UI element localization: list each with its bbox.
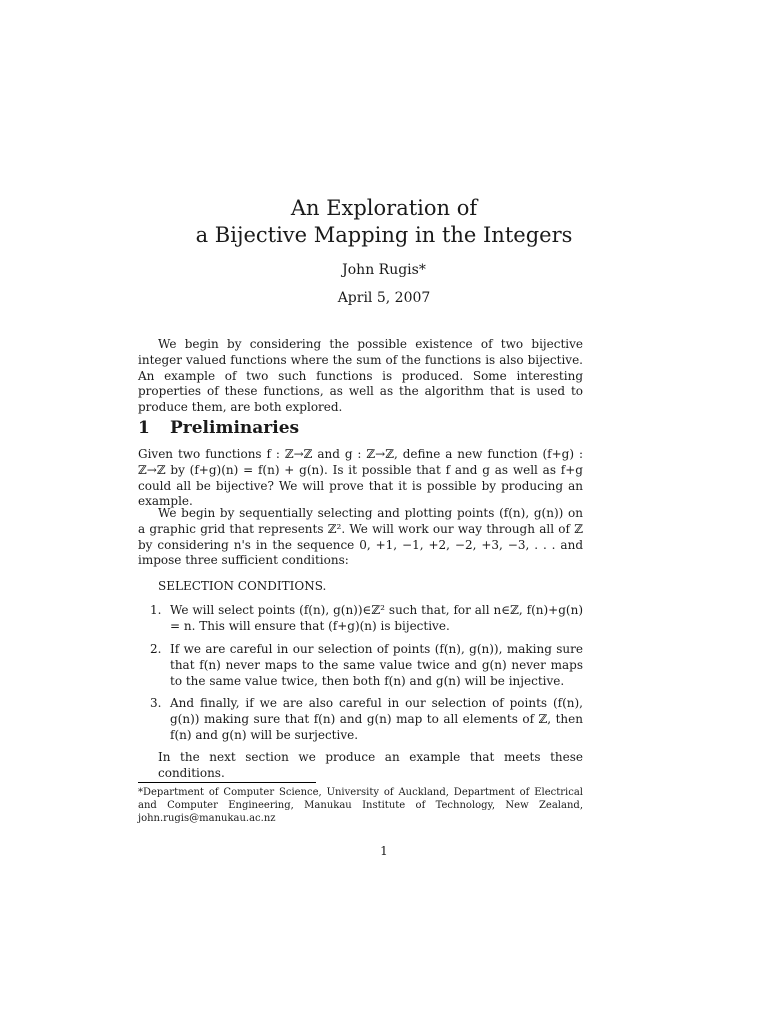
conditions-heading: SELECTION CONDITIONS. xyxy=(158,579,327,593)
condition-number: 3. xyxy=(150,696,162,710)
page-number: 1 xyxy=(380,844,388,858)
paragraph-2: We begin by sequentially selecting and plotting points (f(n), g(n)) on a graphic grid that represents ℤ². We will work our way through all of ℤ by considering n's in the sequence 0, +1, −1, +2, −2, +3, −3, . . . and impose three sufficient conditions: xyxy=(138,506,583,568)
condition-text: If we are careful in our selection of points (f(n), g(n)), making sure that f(n) never maps to the same value twice and g(n) never maps to the same value twice, then both f(n) and g(n) will be injective. xyxy=(170,642,583,688)
title-line-1: An Exploration of xyxy=(290,196,478,220)
condition-text: We will select points (f(n), g(n))∈ℤ² such that, for all n∈ℤ, f(n)+g(n) = n. This will ensure that (f+g)(n) is bijective. xyxy=(170,603,583,633)
condition-item-1 xyxy=(150,603,583,635)
paper-title xyxy=(0,195,768,249)
section-number: 1 xyxy=(138,418,150,438)
section-heading xyxy=(138,418,583,438)
author: John Rugis* xyxy=(342,262,426,278)
title-line-2: a Bijective Mapping in the Integers xyxy=(195,223,573,247)
closing-paragraph: In the next section we produce an example that meets these conditions. xyxy=(158,750,583,780)
condition-text: And finally, if we are also careful in our selection of points (f(n), g(n)) making sure that f(n) and g(n) map to all elements of ℤ, then f(n) and g(n) will be surjective. xyxy=(170,696,583,742)
abstract: We begin by considering the possible existence of two bijective integer valued functions where the sum of the functions is also bijective. An example of two such functions is produced. Some interesting properties of these functions, as well as the algorithm that is used to produce them, are both explored. xyxy=(138,337,583,415)
section-title: Preliminaries xyxy=(170,418,300,438)
footnote: *Department of Computer Science, University of Auckland, Department of Electrical and Computer Engineering, Manukau Institute of Technology, New Zealand, john.rugis@manukau.ac.nz xyxy=(138,787,583,824)
condition-item-3 xyxy=(150,696,583,743)
condition-number: 2. xyxy=(150,642,162,656)
footnote-rule xyxy=(138,782,316,783)
paragraph-1: Given two functions f : ℤ→ℤ and g : ℤ→ℤ, define a new function (f+g) : ℤ→ℤ by (f+g)(n) = f(n) + g(n). Is it possible that f and g as well as f+g could all be bijective? We will prove that it is possible by producing an example. xyxy=(138,447,583,509)
condition-number: 1. xyxy=(150,603,162,617)
date: April 5, 2007 xyxy=(337,290,431,306)
condition-item-2 xyxy=(150,642,583,689)
